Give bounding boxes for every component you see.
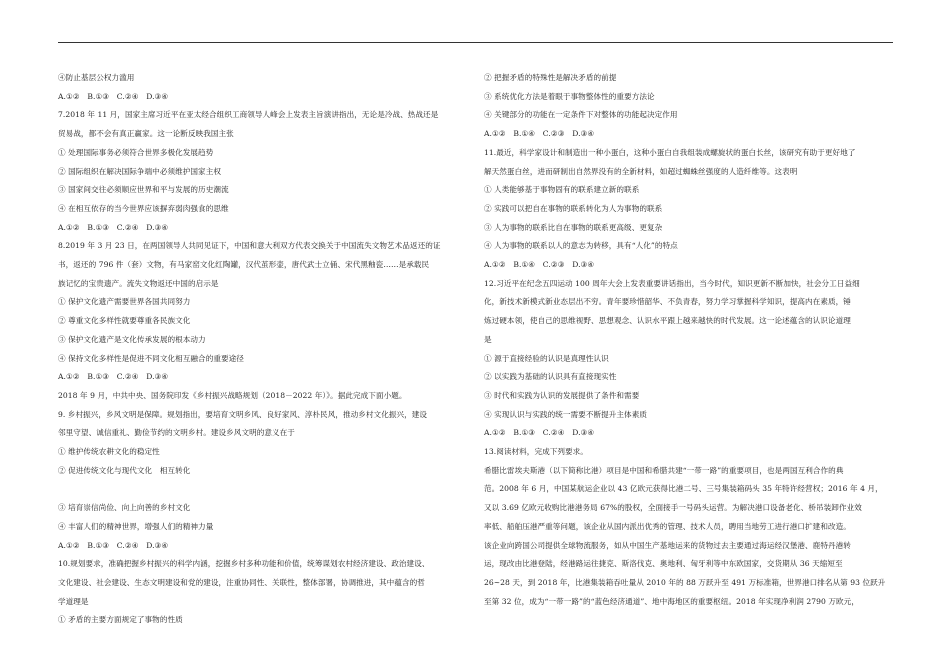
text-line: 书，返还的 796 件（套）文物，有马家窑文化红陶罐，汉代茧形壶，唐代武士立俑、宋代黑釉瓷……是承载民 [58, 260, 430, 270]
text-line: 8.2019 年 3 月 23 日，在两国领导人共同见证下，中国和意大利双方代表交换关于中国流失文物艺术品返还的证 [58, 241, 441, 251]
text-line: ① 人类能够基于事物固有的联系建立新的联系 [484, 185, 640, 195]
text-line: ① 保护文化遗产需要世界各国共同努力 [58, 297, 191, 307]
text-line: ④ 在相互依存的当今世界应该摒弃弱肉强食的思维 [58, 203, 229, 213]
text-line [58, 480, 476, 499]
text-line: ② 以实践为基础的认识具有直接现实性 [484, 372, 617, 382]
text-line: A.①② B.①③ C.②④ D.③④ [58, 222, 169, 232]
text-line: ③ 时代和实践为认识的发展提供了条件和需要 [484, 390, 640, 400]
text-line: 邻里守望、诚信重礼、勤俭节约的文明乡村。建设乡风文明的意义在于 [58, 428, 295, 438]
text-line: 10.规划要求，准确把握乡村振兴的科学内涵，挖掘乡村多种功能和价值，统筹谋划农村经济建设、政治建设、 [58, 559, 430, 569]
text-line: ① 维护传统农耕文化的稳定性 [58, 447, 160, 457]
text-line: 13.阅读材料，完成下列要求。 [484, 447, 588, 457]
text-line: ② 促进传统文化与现代文化 相互转化 [58, 465, 191, 475]
text-line: 该企业向跨国公司提供全球物流服务，如从中国生产基地运来的货物过去主要通过海运经汉堡港、鹿特丹港转 [484, 540, 851, 550]
text-line: ① 矛盾的主要方面规定了事物的性质 [58, 615, 183, 625]
right-column [484, 69, 894, 611]
text-line: ④ 实现认识与实践的统一需要不断提升主体素质 [484, 409, 647, 419]
text-line: 族记忆的宝贵遗产。流失文物返还中国的启示是 [58, 278, 219, 288]
text-line: ③ 国家间交往必须顺应世界和平与发展的历史潮流 [58, 185, 229, 195]
text-line: 11.最近，科学家设计和制造出一种小蛋白，这种小蛋白自我组装成螺旋状的蛋白长丝，该研究有助于更好地了 [484, 147, 856, 157]
text-line: ④防止基层公权力滥用 [58, 73, 135, 82]
text-line: 9. 乡村振兴，乡风文明是保障。规划指出，要培育文明乡风、良好家风、淳朴民风，推动乡村文化振兴，建设 [58, 409, 428, 419]
text-line: 是 [484, 334, 492, 344]
text-line: 2018 年 9 月，中共中央、国务院印发《乡村振兴战略规划（2018－2022 年）》。据此完成下面小题。 [58, 390, 407, 400]
text-line: ② 国际组织在解决国际争端中必须维护国家主权 [58, 166, 221, 176]
text-line: 学道理是 [58, 596, 89, 606]
text-line: ② 把握矛盾的特殊性是解决矛盾的前提 [484, 73, 617, 82]
text-line: 率低、船舶压港严重等问题，该企业从国内派出优秀的管理、技术人员，聘用当地劳工进行港口扩建和改造。 [484, 521, 851, 531]
text-line: A.①② B.①③ C.②④ D.③④ [484, 428, 595, 438]
text-line: 文化建设、社会建设、生态文明建设和党的建设，注重协同性、关联性，整体部署，协调推进，其中蕴含的哲 [58, 577, 425, 587]
text-line: ③ 培育崇信尚俭、向上向善的乡村文化 [58, 503, 191, 513]
text-line: ③ 保护文化遗产是文化传承发展的根本动力 [58, 334, 206, 344]
text-line: 7.2018 年 11 月，国家主席习近平在亚太经合组织工商领导人峰会上发表主旨演讲指出，无论是冷战、热战还是 [58, 110, 439, 120]
text-line: A.①② B.①③ C.②④ D.③④ [58, 540, 169, 550]
text-line: A.①② B.①③ C.②④ D.③④ [58, 372, 169, 382]
text-line: ④ 人为事物的联系以人的意志为转移，具有“人化”的特点 [484, 241, 678, 251]
text-line: ② 尊重文化多样性就要尊重各民族文化 [58, 316, 191, 326]
text-line: A.①② B.①④ C.②③ D.③④ [484, 129, 595, 139]
text-line: 炼过硬本领，使自己的思维视野、思想观念、认识水平跟上越来越快的时代发展。这一论述蕴含的认识论道理 [484, 316, 851, 326]
text-line: ③ 系统优化方法是着眼于事物整体性的重要方法论 [484, 91, 655, 101]
text-line: 解天然蛋白丝，进而研制出自然界没有的全新材料，如超过蜘蛛丝强度的人造纤维等。这表明 [484, 166, 798, 176]
text-line: 26~28 天，到 2018 年，比港集装箱吞吐量从 2010 年的 88 万跃升至 491 万标准箱，世界港口排名从第 93 位跃升 [484, 577, 886, 587]
text-line: ④ 关键部分的功能在一定条件下对整体的功能起决定作用 [484, 110, 678, 120]
text-line: 希腊比雷埃夫斯港（以下简称比港）项目是中国和希腊共建“一带一路”的重要项目，也是两国互利合作的典 [484, 465, 844, 475]
text-line: ② 实践可以把自在事物的联系转化为人为事物的联系 [484, 203, 663, 213]
text-line: ④ 保持文化多样性是促进不同文化相互融合的重要途径 [58, 353, 244, 363]
text-line: 贸易战，都不会有真正赢家。这一论断反映我国主张 [58, 129, 234, 139]
text-line: ④ 丰富人们的精神世界，增强人们的精神力量 [58, 521, 214, 531]
text-line: 至第 32 位，成为“一带一路”的“蓝色经济通道”、地中海地区的重要枢纽。2018 年实现净利润 2790 万欧元， [484, 596, 859, 606]
text-line: 又以 3.69 亿欧元收购比港港务局 67%的股权，全面接手一号码头运营。为解决港口设备老化、桥吊装卸作业效 [484, 503, 862, 513]
text-line: ① 源于直接经验的认识是真理性认识 [484, 353, 609, 363]
text-line: A.①② B.①③ C.②④ D.③④ [58, 91, 169, 101]
text-line: 范。2008 年 6 月，中国某航运企业以 43 亿欧元获得比港二号、三号集装箱码头 35 年特许经营权；2016 年 4 月， [484, 484, 883, 494]
left-column [58, 69, 476, 630]
header-rule [58, 42, 893, 43]
text-line: 12.习近平在纪念五四运动 100 周年大会上发表重要讲话指出，当今时代，知识更新不断加快，社会分工日益细 [484, 278, 860, 288]
text-line: A.①② B.①④ C.②③ D.③④ [484, 260, 595, 270]
text-line: ③ 人为事物的联系比自在事物的联系更高级、更复杂 [484, 222, 663, 232]
text-line: 化，新技术新模式新业态层出不穷。青年要珍惜韶华、不负青春，努力学习掌握科学知识，提高内在素质，锤 [484, 297, 851, 307]
text-line: 运，现改由比港登陆，经港路运往捷克、斯洛伐克、奥地利、匈牙利等中东欧国家，交货期从 36 天缩短至 [484, 559, 843, 569]
text-line: ① 处理国际事务必须符合世界多极化发展趋势 [58, 147, 214, 157]
